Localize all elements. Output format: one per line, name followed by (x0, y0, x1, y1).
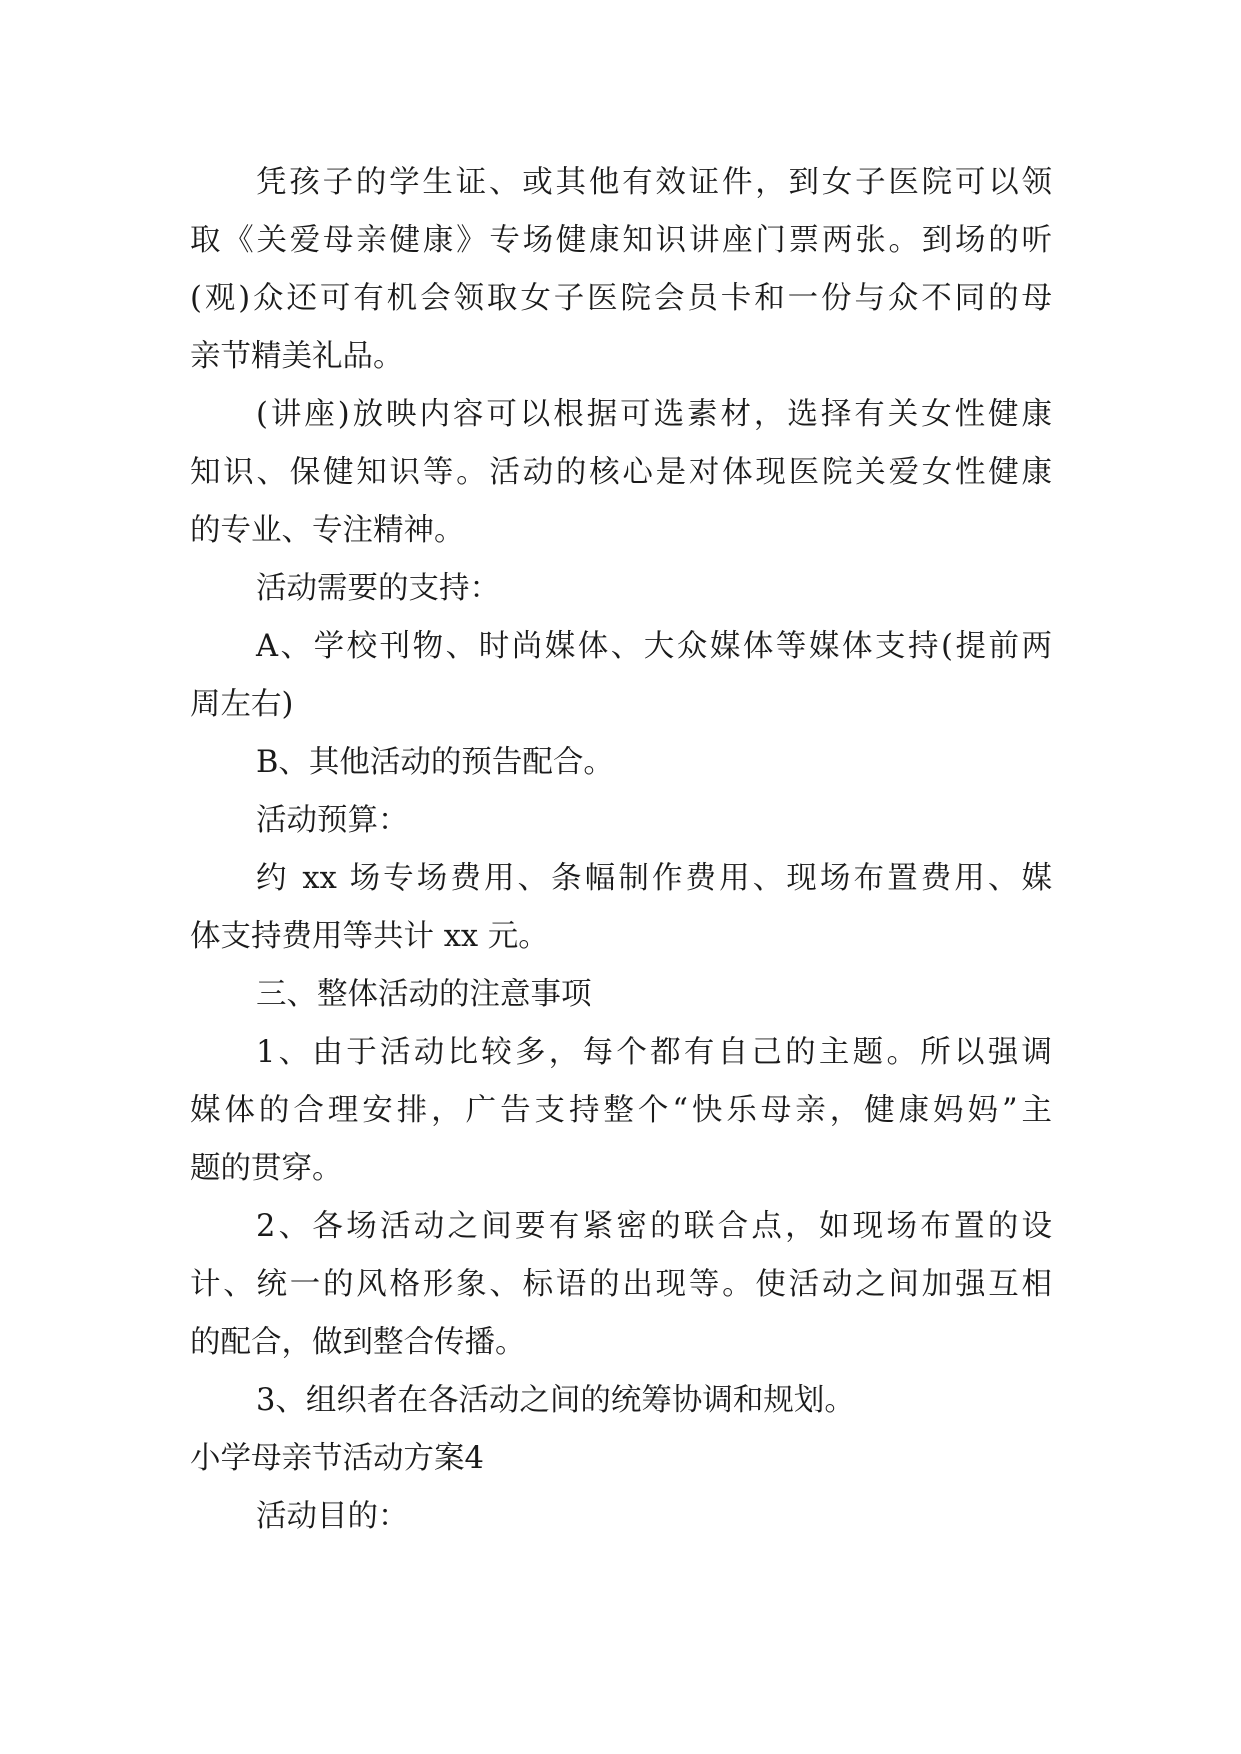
section-heading: 三、整体活动的注意事项 (256, 977, 592, 1012)
list-item-line: 媒体的合理安排，广告支持整个“快乐母亲，健康妈妈”主 (190, 1093, 1052, 1128)
list-item-line: 2、各场活动之间要有紧密的联合点，如现场布置的设 (256, 1209, 1052, 1244)
list-item-line: 周左右) (190, 687, 294, 722)
list-item-line: 3、组织者在各活动之间的统筹协调和规划。 (256, 1383, 855, 1418)
paragraph-line: 亲节精美礼品。 (190, 339, 404, 374)
section-label: 活动需要的支持： (256, 571, 500, 606)
list-item-line: 题的贯穿。 (190, 1151, 343, 1186)
section-label: 活动预算： (256, 803, 409, 838)
paragraph-line: (讲座)放映内容可以根据可选素材，选择有关女性健康 (256, 397, 1052, 432)
list-item-line: B、其他活动的预告配合。 (256, 745, 614, 780)
section-label: 活动目的： (256, 1499, 409, 1534)
paragraph-line: 的专业、专注精神。 (190, 513, 465, 548)
list-item-line: A、学校刊物、时尚媒体、大众媒体等媒体支持(提前两 (256, 629, 1052, 664)
paragraph-line: 体支持费用等共计 xx 元。 (190, 919, 549, 954)
list-item-line: 的配合，做到整合传播。 (190, 1325, 526, 1360)
paragraph-line: 约 xx 场专场费用、条幅制作费用、现场布置费用、媒 (256, 861, 1052, 896)
paragraph-line: (观)众还可有机会领取女子医院会员卡和一份与众不同的母 (190, 281, 1052, 316)
paragraph-line: 取《关爱母亲健康》专场健康知识讲座门票两张。到场的听 (190, 223, 1052, 258)
list-item-line: 1、由于活动比较多，每个都有自己的主题。所以强调 (256, 1035, 1052, 1070)
paragraph-line: 凭孩子的学生证、或其他有效证件，到女子医院可以领 (256, 165, 1052, 200)
paragraph-line: 知识、保健知识等。活动的核心是对体现医院关爱女性健康 (190, 455, 1052, 490)
document-heading: 小学母亲节活动方案4 (190, 1441, 484, 1476)
list-item-line: 计、统一的风格形象、标语的出现等。使活动之间加强互相 (190, 1267, 1052, 1302)
